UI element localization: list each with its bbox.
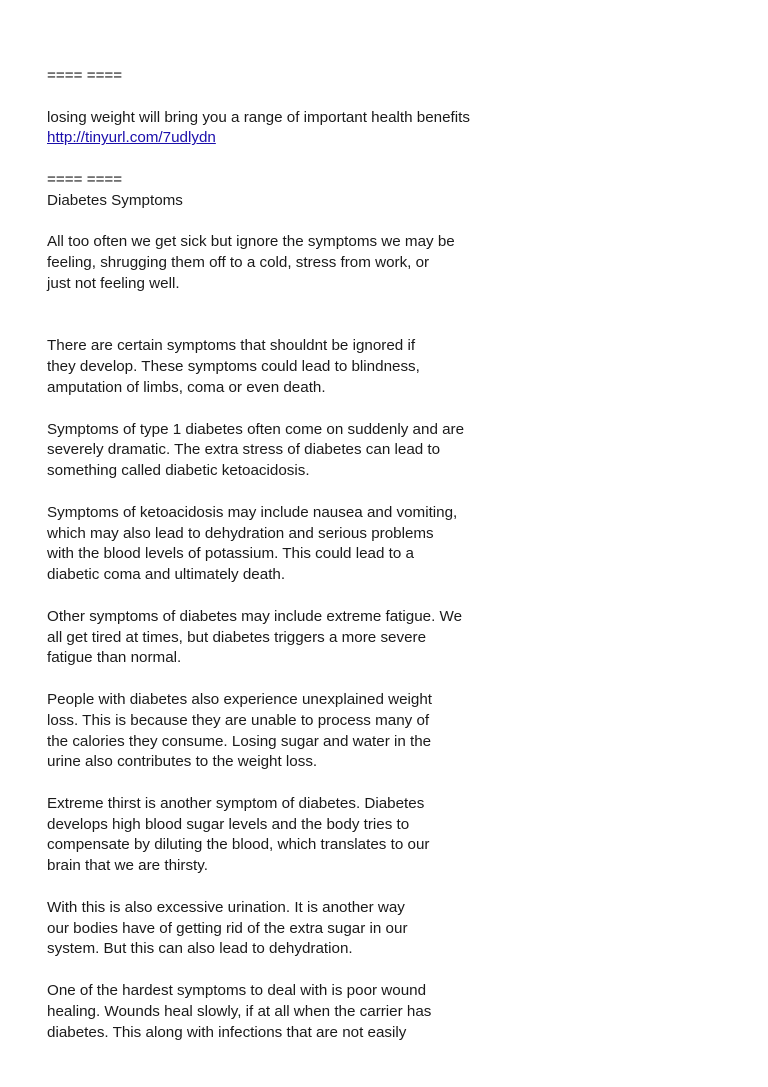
paragraph-line: system. But this can also lead to dehydration. [47, 940, 353, 958]
paragraph-line: loss. This is because they are unable to process many of [47, 711, 430, 729]
paragraph-line: something called diabetic ketoacidosis. [47, 462, 310, 480]
paragraph-1 [47, 232, 727, 294]
paragraph-line: Extreme thirst is another symptom of diabetes. Diabetes [47, 794, 425, 812]
paragraph-line: With this is also excessive urination. It is another way [47, 898, 405, 916]
paragraph-5 [47, 607, 727, 669]
separator-top: ==== ==== [47, 67, 123, 84]
intro-line: losing weight will bring you a range of important health benefits [47, 108, 470, 126]
paragraph-4 [47, 503, 727, 586]
paragraph-3 [47, 420, 727, 482]
paragraph-8 [47, 898, 727, 960]
paragraph-line: Symptoms of type 1 diabetes often come on suddenly and are [47, 420, 465, 438]
paragraph-line: diabetes. This along with infections that are not easily [47, 1023, 407, 1041]
paragraph-line: There are certain symptoms that shouldnt be ignored if [47, 337, 416, 355]
paragraph-line: healing. Wounds heal slowly, if at all when the carrier has [47, 1002, 432, 1020]
document-page [47, 66, 727, 1043]
paragraph-line: our bodies have of getting rid of the extra sugar in our [47, 919, 408, 937]
paragraph-line: just not feeling well. [47, 274, 180, 292]
paragraph-9 [47, 981, 727, 1043]
paragraph-line: feeling, shrugging them off to a cold, stress from work, or [47, 254, 430, 272]
paragraph-line: which may also lead to dehydration and serious problems [47, 524, 434, 542]
paragraph-line: All too often we get sick but ignore the symptoms we may be [47, 233, 455, 251]
paragraph-line: Symptoms of ketoacidosis may include nausea and vomiting, [47, 503, 458, 521]
paragraph-line: severely dramatic. The extra stress of diabetes can lead to [47, 441, 441, 459]
paragraph-line: compensate by diluting the blood, which translates to our [47, 836, 430, 854]
paragraph-line: they develop. These symptoms could lead to blindness, [47, 358, 420, 376]
tinyurl-link[interactable]: http://tinyurl.com/7udlydn [47, 129, 216, 147]
document-title: Diabetes Symptoms [47, 191, 183, 209]
paragraph-line: fatigue than normal. [47, 649, 182, 667]
paragraph-line: brain that we are thirsty. [47, 857, 208, 875]
paragraph-line: People with diabetes also experience unexplained weight [47, 690, 433, 708]
paragraph-line: Other symptoms of diabetes may include extreme fatigue. We [47, 607, 463, 625]
separator-second: ==== ==== [47, 170, 123, 188]
paragraph-line: diabetic coma and ultimately death. [47, 566, 286, 584]
paragraph-6 [47, 690, 727, 773]
paragraph-line: One of the hardest symptoms to deal with is poor wound [47, 982, 427, 1000]
paragraph-line: develops high blood sugar levels and the body tries to [47, 815, 410, 833]
paragraph-line: urine also contributes to the weight loss. [47, 753, 318, 771]
paragraph-line: amputation of limbs, coma or even death. [47, 378, 326, 396]
paragraph-2 [47, 336, 727, 398]
paragraph-7 [47, 794, 727, 877]
paragraph-line: the calories they consume. Losing sugar and water in the [47, 732, 432, 750]
paragraph-line: with the blood levels of potassium. This could lead to a [47, 545, 414, 563]
paragraph-line: all get tired at times, but diabetes triggers a more severe [47, 628, 427, 646]
